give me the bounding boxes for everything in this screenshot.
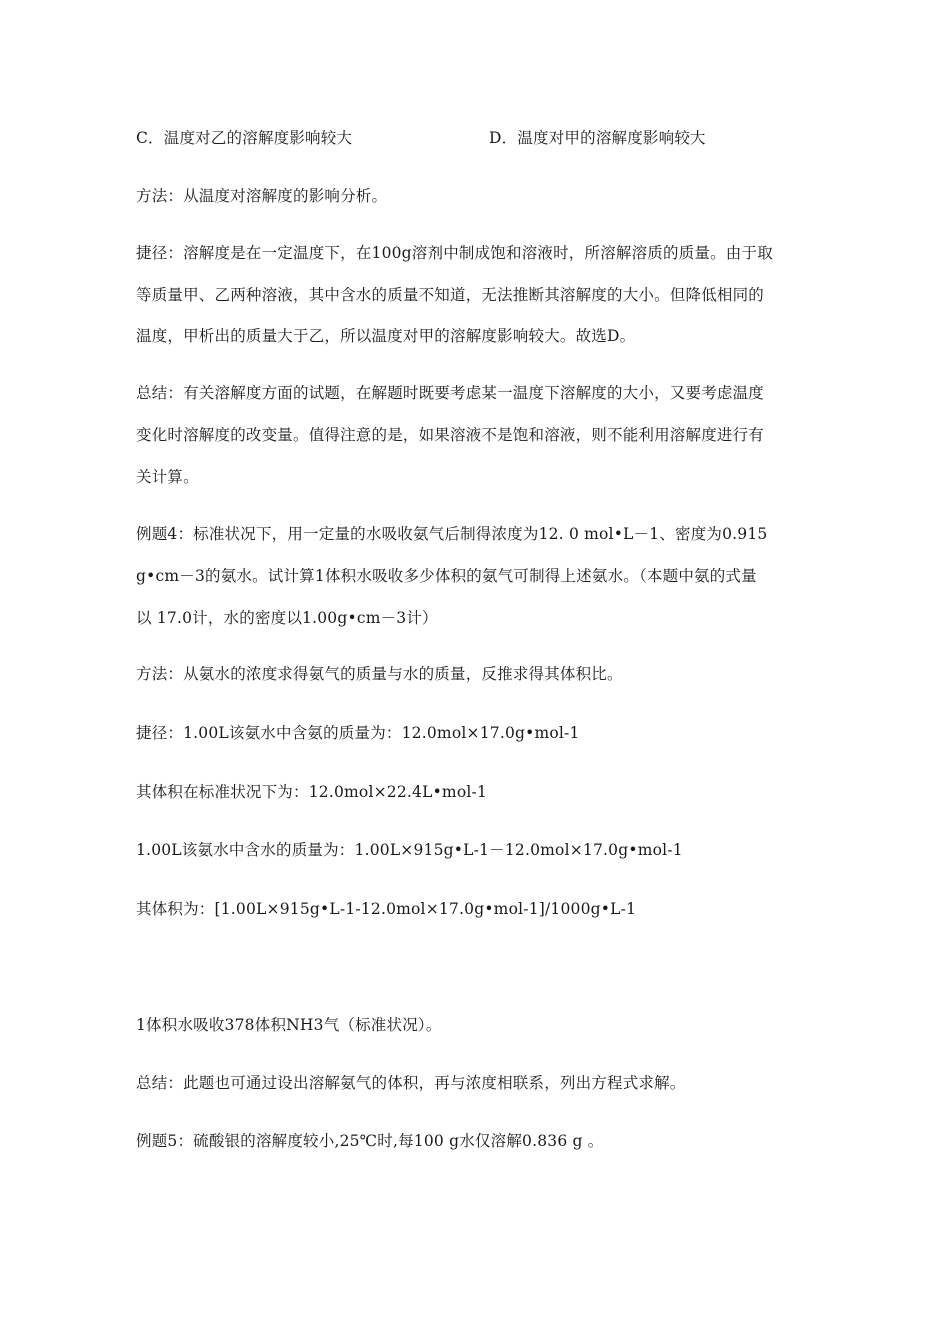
result-line: 1体积水吸收378体积NH3气（标准状况）。 [136, 1016, 442, 1034]
shortcut-calc-line-4: 其体积为：[1.00L×915g•L-1-12.0mol×17.0g•mol-1]/1000g•L-1 [136, 900, 637, 918]
shortcut-calc-line-1: 捷径：1.00L该氨水中含氨的质量为：12.0mol×17.0g•mol-1 [136, 724, 580, 742]
summary-line-1: 总结：有关溶解度方面的试题，在解题时既要考虑某一温度下溶解度的大小，又要考虑温度 [136, 384, 765, 402]
example4-line-1: 例题4：标准状况下，用一定量的水吸收氨气后制得浓度为12. 0 mol•L－1、密度为0.915 [136, 525, 768, 543]
option-c: C．温度对乙的溶解度影响较大 [136, 129, 353, 147]
shortcut-line-2: 等质量甲、乙两种溶液，其中含水的质量不知道，无法推断其溶解度的大小。但降低相同的 [136, 286, 765, 304]
method-line-2: 方法：从氨水的浓度求得氨气的质量与水的质量，反推求得其体积比。 [136, 665, 623, 683]
shortcut-line-1: 捷径：溶解度是在一定温度下，在100g溶剂中制成饱和溶液时，所溶解溶质的质量。由于取 [136, 244, 773, 262]
shortcut-calc-line-3: 1.00L该氨水中含水的质量为：1.00L×915g•L-1－12.0mol×17.0g•mol-1 [136, 841, 683, 859]
option-d: D．温度对甲的溶解度影响较大 [489, 129, 706, 147]
shortcut-calc-line-2: 其体积在标准状况下为：12.0mol×22.4L•mol-1 [136, 783, 488, 801]
summary-line-3: 关计算。 [136, 468, 199, 486]
example4-line-3: 以 17.0计，水的密度以1.00g•cm－3计） [136, 609, 438, 627]
summary-line-2: 变化时溶解度的改变量。值得注意的是，如果溶液不是饱和溶液，则不能利用溶解度进行有 [136, 426, 765, 444]
example5-line: 例题5：硫酸银的溶解度较小,25℃时,每100 g水仅溶解0.836 g 。 [136, 1132, 604, 1150]
shortcut-line-3: 温度，甲析出的质量大于乙，所以温度对甲的溶解度影响较大。故选D。 [136, 327, 636, 345]
example4-line-2: g•cm－3的氨水。试计算1体积水吸收多少体积的氨气可制得上述氨水。（本题中氨的式量 [136, 567, 757, 585]
summary-line-4: 总结：此题也可通过设出溶解氨气的体积，再与浓度相联系，列出方程式求解。 [136, 1074, 686, 1092]
method-line: 方法：从温度对溶解度的影响分析。 [136, 187, 388, 205]
